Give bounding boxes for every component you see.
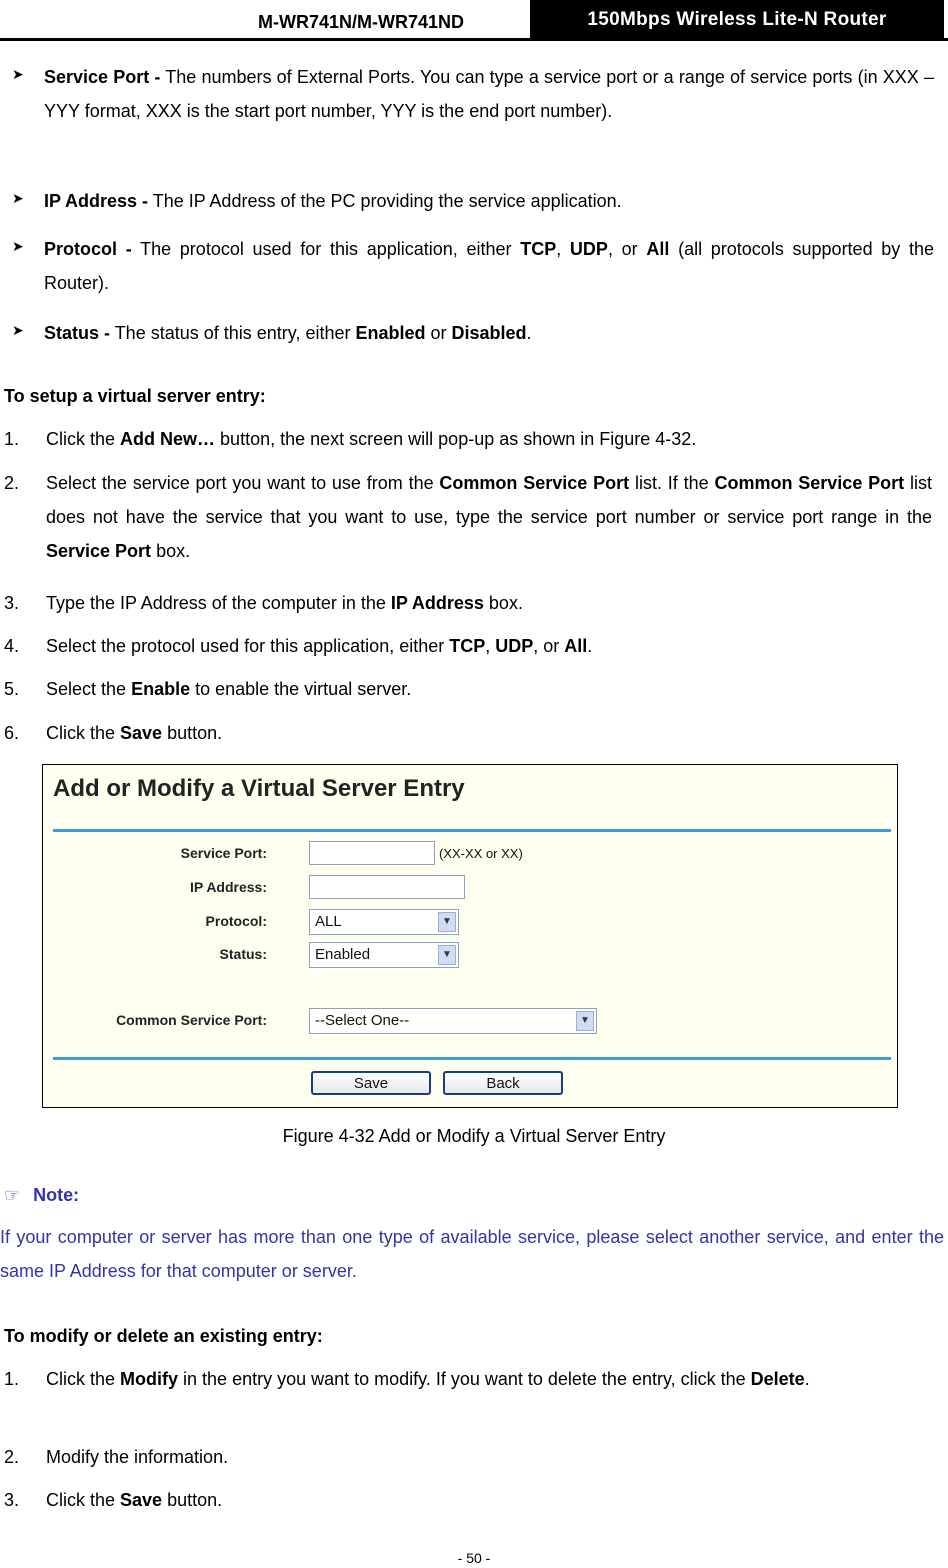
figure-top-rule xyxy=(53,829,891,832)
back-button[interactable]: Back xyxy=(443,1071,563,1095)
sep: . xyxy=(587,636,593,656)
ip-address-input[interactable] xyxy=(309,875,465,899)
bullet-term: Protocol - xyxy=(44,239,132,259)
sep: . xyxy=(804,1369,810,1389)
status-label: Status: xyxy=(219,946,267,962)
step-number: 6. xyxy=(4,723,20,743)
bold-ip-address: IP Address xyxy=(390,593,484,613)
ip-address-label: IP Address: xyxy=(189,879,267,895)
step-number: 1. xyxy=(4,1369,20,1389)
step-text: Click the xyxy=(46,1490,121,1510)
bullet-term: Service Port - xyxy=(44,67,161,87)
bold-all: All xyxy=(646,239,670,259)
bullet-term: IP Address - xyxy=(44,191,149,211)
step-text: Type the IP Address of the computer in the xyxy=(46,593,391,613)
common-service-port-label: Common Service Port: xyxy=(116,1012,267,1028)
sep: , or xyxy=(607,239,647,259)
sep: or xyxy=(425,323,452,343)
protocol-label: Protocol: xyxy=(205,913,267,929)
step-text: button, the next screen will pop-up as shown in Figure 4-32. xyxy=(215,429,697,449)
bullet-arrow-icon: ➤ xyxy=(12,238,24,254)
sep: , xyxy=(556,239,570,259)
figure-caption: Figure 4-32 Add or Modify a Virtual Server Entry xyxy=(282,1126,666,1146)
bullet-protocol xyxy=(44,232,934,300)
bold-enable: Enable xyxy=(131,679,191,699)
step-text: Select the protocol used for this application, either xyxy=(46,636,450,656)
note-heading xyxy=(4,1178,79,1212)
bold-save: Save xyxy=(120,1490,163,1510)
step-text: Select the xyxy=(46,679,132,699)
step-text: box. xyxy=(151,541,191,561)
page-header xyxy=(0,0,948,40)
step-number: 2. xyxy=(4,473,20,493)
step-number: 3. xyxy=(4,1490,20,1510)
step-text: Click the xyxy=(46,429,121,449)
bold-tcp: TCP xyxy=(520,239,557,259)
step-text: button. xyxy=(162,1490,223,1510)
page-number: - 50 - xyxy=(457,1550,491,1566)
step-text: Select the service port you want to use from the xyxy=(46,473,440,493)
service-port-hint: (XX-XX or XX) xyxy=(439,846,523,861)
service-port-input[interactable] xyxy=(309,841,435,865)
step-text: list. If the xyxy=(629,473,715,493)
header-model: M-WR741N/M-WR741ND xyxy=(258,12,465,32)
common-service-port-select[interactable] xyxy=(309,1008,597,1034)
bullet-status xyxy=(44,316,934,350)
bullet-text: (all protocols supported by the Router). xyxy=(44,239,935,293)
note-title: Note: xyxy=(33,1185,80,1205)
step-text: Click the xyxy=(46,723,121,743)
bold-tcp: TCP xyxy=(449,636,486,656)
heading-text: To setup a virtual server entry: xyxy=(4,386,266,406)
bullet-term: Status - xyxy=(44,323,111,343)
step-number: 3. xyxy=(4,593,20,613)
bold-disabled: Disabled xyxy=(451,323,527,343)
step-text: to enable the virtual server. xyxy=(190,679,412,699)
common-service-value: --Select One-- xyxy=(315,1012,410,1029)
bold-all: All xyxy=(564,636,588,656)
figure-bottom-rule xyxy=(53,1057,891,1060)
virtual-server-figure xyxy=(42,764,898,1108)
bullet-ip-address xyxy=(44,184,934,218)
bold-udp: UDP xyxy=(569,239,608,259)
bullet-service-port xyxy=(44,60,934,128)
bullet-arrow-icon: ➤ xyxy=(12,322,24,338)
step-text: in the entry you want to modify. If you want to delete the entry, click the xyxy=(178,1369,751,1389)
bullet-arrow-icon: ➤ xyxy=(12,190,24,206)
bold-common-service-port: Common Service Port xyxy=(714,473,905,493)
save-button[interactable]: Save xyxy=(311,1071,431,1095)
modify-heading xyxy=(4,1319,323,1353)
chevron-down-icon[interactable]: ▼ xyxy=(438,912,456,932)
modify-step-1 xyxy=(0,1362,944,1434)
step-text: list does not have the service that you want to use, type the service port number or service port range in the xyxy=(46,473,932,527)
header-rule xyxy=(0,38,948,41)
sep: , or xyxy=(533,636,565,656)
step-text: Click the xyxy=(46,1369,121,1389)
bold-common-service-port: Common Service Port xyxy=(439,473,630,493)
bullet-text: The numbers of External Ports. You can type a service port or a range of service ports (in XXX – YYY format, XXX is the start port number, YYY is the end port number). xyxy=(44,67,934,121)
bullet-text: The protocol used for this application, either xyxy=(131,239,521,259)
protocol-select[interactable] xyxy=(309,909,459,935)
bold-add-new: Add New… xyxy=(120,429,216,449)
heading-text: To modify or delete an existing entry: xyxy=(4,1326,323,1346)
status-select[interactable] xyxy=(309,942,459,968)
setup-heading xyxy=(4,379,266,413)
step-text: button. xyxy=(162,723,223,743)
step-text: box. xyxy=(483,593,523,613)
sep: , xyxy=(485,636,496,656)
step-number: 2. xyxy=(4,1447,20,1467)
note-body: If your computer or server has more than one type of available service, please select another service, and enter the same IP Address for that computer or server. xyxy=(0,1227,944,1281)
bold-delete: Delete xyxy=(750,1369,805,1389)
header-product: 150Mbps Wireless Lite-N Router xyxy=(530,0,944,40)
bold-udp: UDP xyxy=(495,636,534,656)
sep: . xyxy=(526,323,532,343)
bold-enabled: Enabled xyxy=(355,323,426,343)
pointing-hand-icon: ☞ xyxy=(4,1185,21,1205)
status-value: Enabled xyxy=(315,946,371,963)
chevron-down-icon[interactable]: ▼ xyxy=(438,945,456,965)
step-number: 5. xyxy=(4,679,20,699)
bullet-text: The status of this entry, either xyxy=(110,323,356,343)
service-port-label: Service Port: xyxy=(180,845,267,861)
step-number: 4. xyxy=(4,636,20,656)
bullet-arrow-icon: ➤ xyxy=(12,66,24,82)
setup-step-2 xyxy=(0,466,940,576)
chevron-down-icon[interactable]: ▼ xyxy=(576,1011,594,1031)
figure-title: Add or Modify a Virtual Server Entry xyxy=(53,775,465,802)
bold-service-port: Service Port xyxy=(46,541,152,561)
bold-save: Save xyxy=(120,723,163,743)
step-number: 1. xyxy=(4,429,20,449)
bold-modify: Modify xyxy=(120,1369,179,1389)
protocol-value: ALL xyxy=(315,913,342,930)
step-text: Modify the information. xyxy=(46,1447,229,1467)
bullet-text: The IP Address of the PC providing the service application. xyxy=(148,191,622,211)
